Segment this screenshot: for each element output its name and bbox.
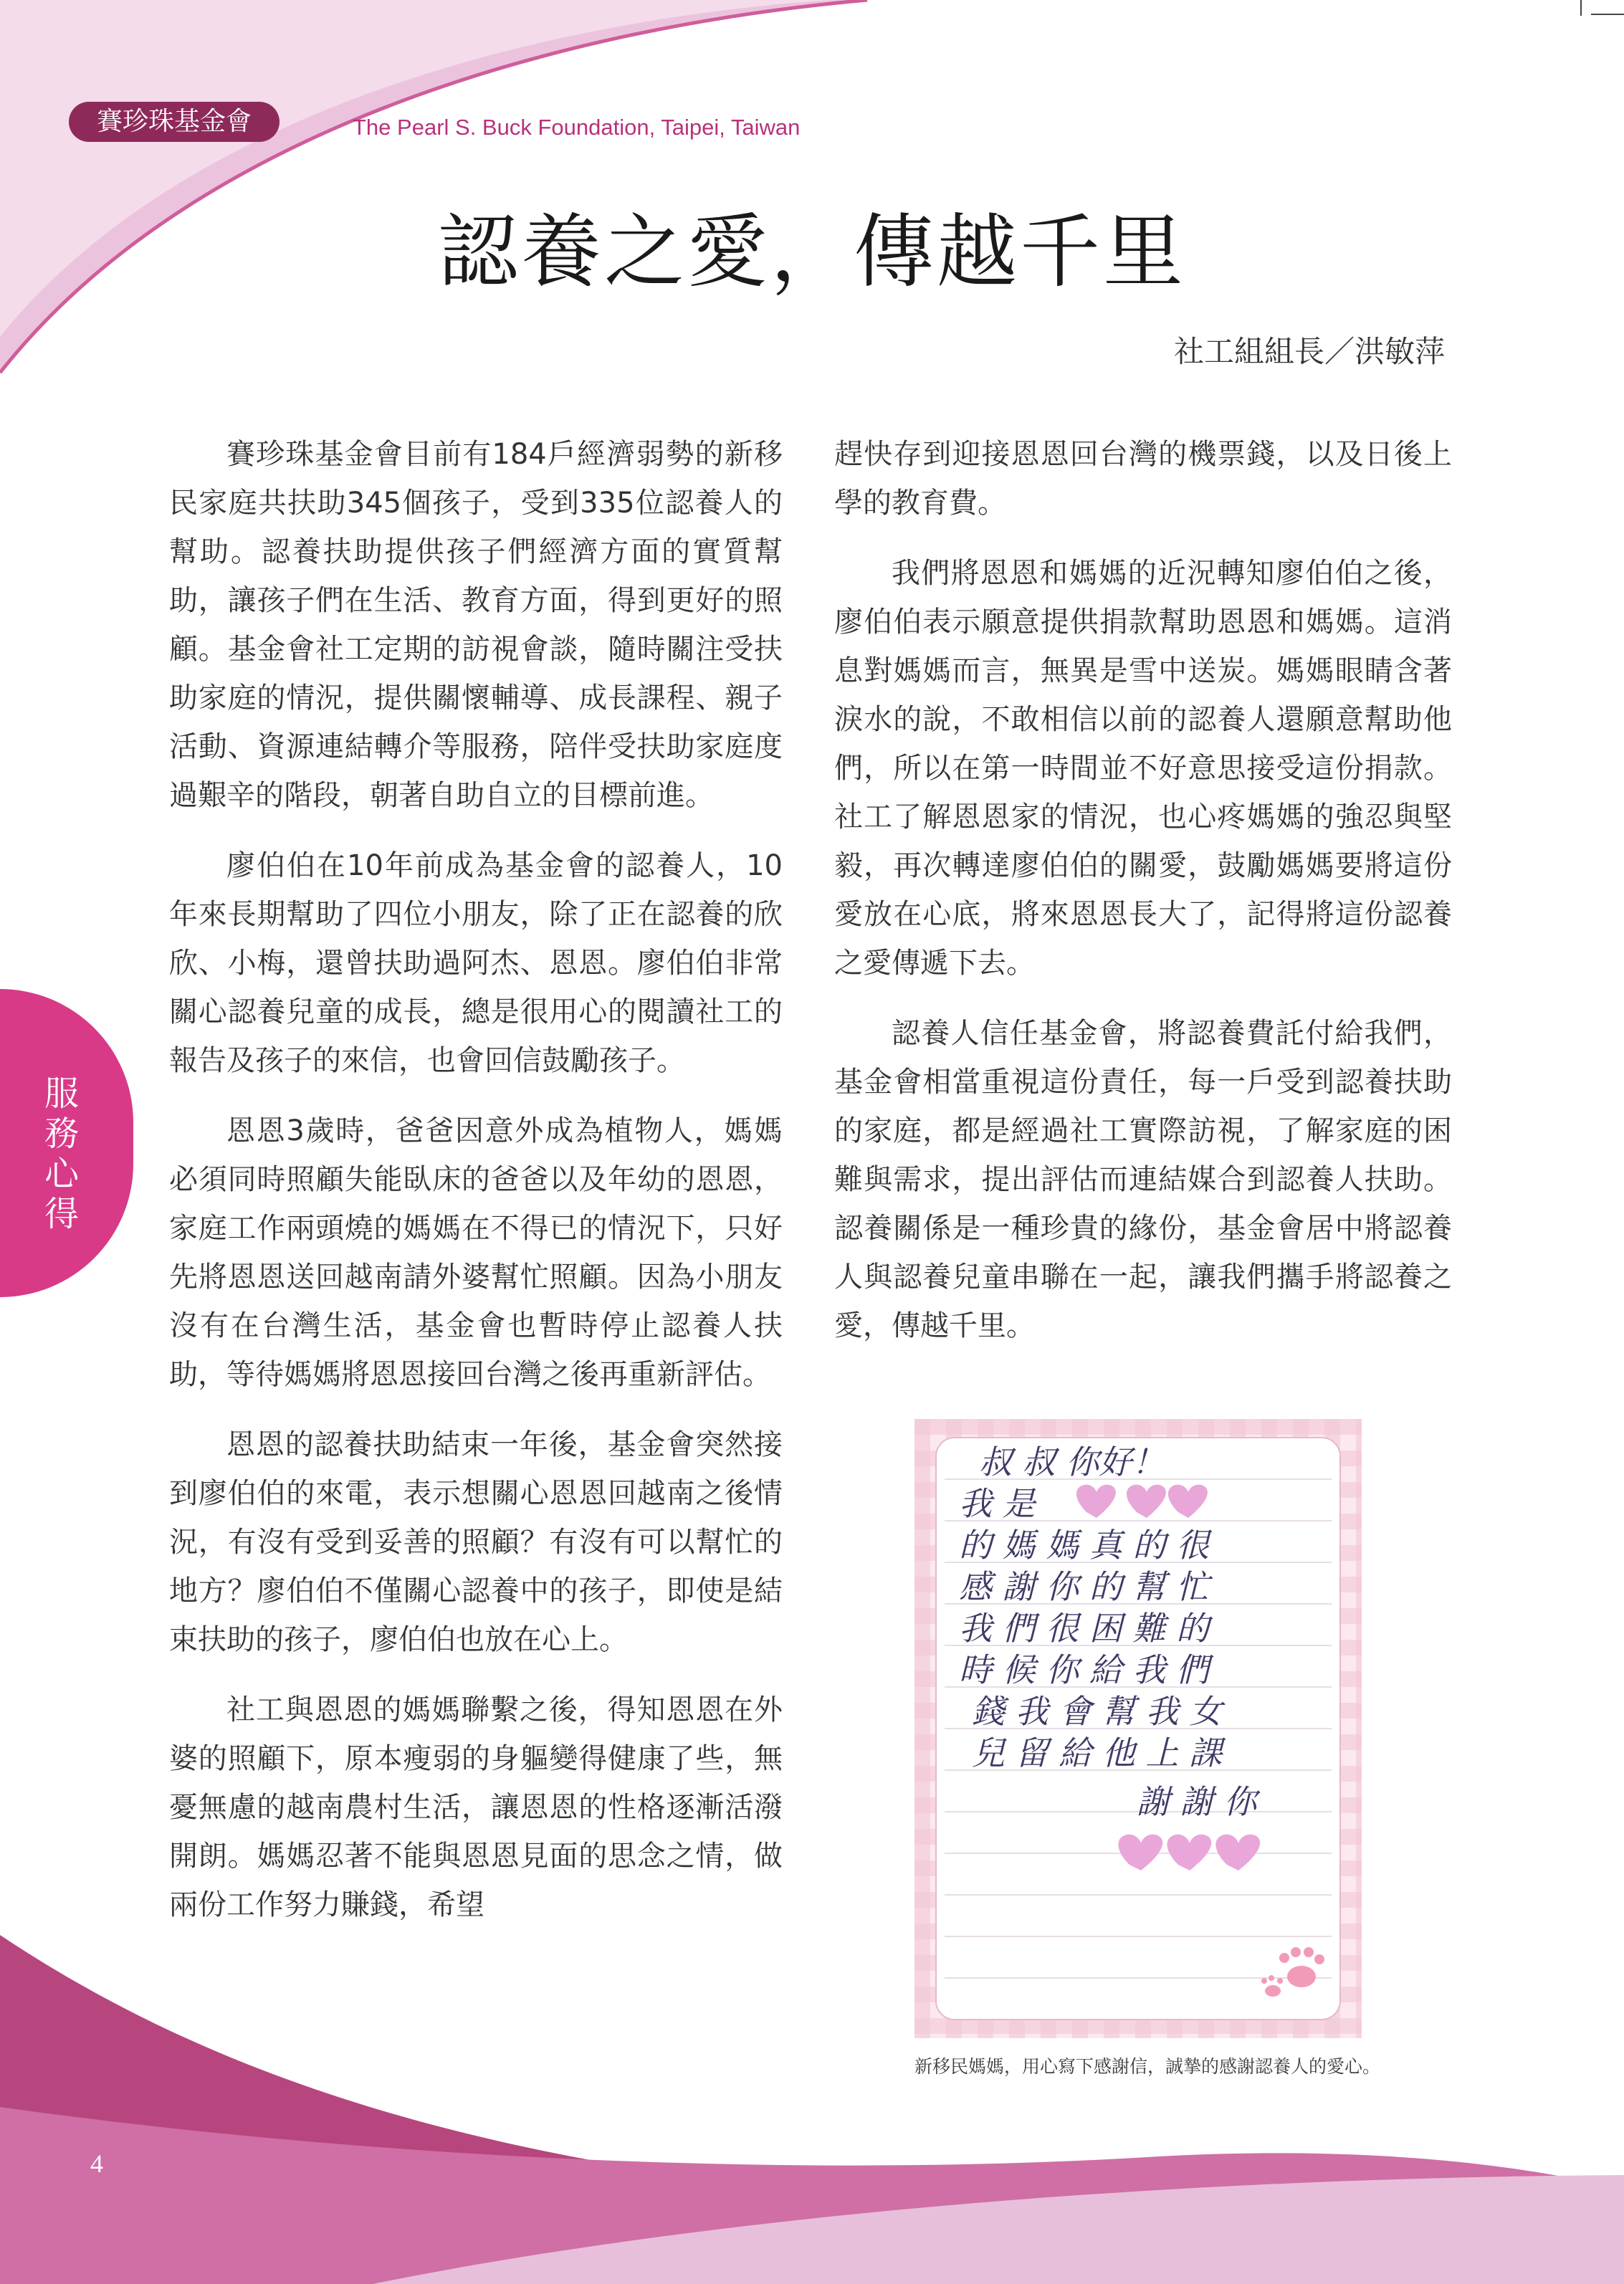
paragraph: 恩恩的認養扶助結束一年後，基金會突然接到廖伯伯的來電，表示想關心恩恩回越南之後情況，有沒有受到妥善的照顧？有沒有可以幫忙的地方？廖伯伯不僅關心認養中的孩子，即使是結束扶助的孩子，廖伯伯也放在心上。 (169, 1428, 783, 1656)
letter-line: 時 候 你 給 我 們 (959, 1650, 1210, 1689)
paragraph: 廖伯伯在10年前成為基金會的認養人，10年來長期幫助了四位小朋友，除了正在認養的欣欣、小梅，還曾扶助過阿杰、恩恩。廖伯伯非常關心認養兒童的成長，總是很用心的閱讀社工的報告及孩子的來信，也會回信鼓勵孩子。 (169, 849, 783, 1077)
paragraph: 認養人信任基金會，將認養費託付給我們，基金會相當重視這份責任，每一戶受到認養扶助的家庭，都是經過社工實際訪視，了解家庭的困難與需求，提出評估而連結媒合到認養人扶助。認養關係是一種珍貴的緣份，基金會居中將認養人與認養兒童串聯在一起，讓我們攜手將認養之愛，傳越千里。 (834, 1017, 1452, 1342)
right-column (834, 430, 1452, 1372)
article-title: 認養之愛，傳越千里 (438, 206, 1186, 299)
letter-line: 錢 我 會 幫 我 女 (972, 1692, 1223, 1731)
letter-line: 叔 叔 你好！ (979, 1443, 1165, 1481)
section-tab-label: 服務心得 (44, 1074, 79, 1234)
letter-line: 謝 謝 你 (1137, 1782, 1257, 1821)
letter-line: 兒 留 給 他 上 課 (972, 1734, 1223, 1772)
letter-line: 我 們 很 困 難 的 (959, 1609, 1210, 1648)
foundation-tagline: The Pearl S. Buck Foundation, Taipei, Taiwan (353, 115, 801, 140)
letter-caption: 新移民媽媽，用心寫下感謝信，誠摯的感謝認養人的愛心。 (914, 2056, 1381, 2077)
foundation-badge: 賽珍珠基金會 (69, 102, 280, 142)
paragraph: 社工與恩恩的媽媽聯繫之後，得知恩恩在外婆的照顧下，原本瘦弱的身軀變得健康了些，無憂無慮的越南農村生活，讓恩恩的性格逐漸活潑開朗。媽媽忍著不能與恩恩見面的思念之情，做兩份工作努力賺錢，希望 (169, 1693, 783, 1921)
left-column (169, 430, 783, 1951)
paragraph-continuation: 趕快存到迎接恩恩回台灣的機票錢，以及日後上學的教育費。 (834, 438, 1452, 520)
letter-line: 我 是 (959, 1484, 1036, 1523)
paragraph: 賽珍珠基金會目前有184戶經濟弱勢的新移民家庭共扶助345個孩子，受到335位認養人的幫助。認養扶助提供孩子們經濟方面的實質幫助，讓孩子們在生活、教育方面，得到更好的照顧。基金會社工定期的訪視會談，隨時關注受扶助家庭的情況，提供關懷輔導、成長課程、親子活動、資源連結轉介等服務，陪伴受扶助家庭度過艱辛的階段，朝著自助自立的目標前進。 (169, 438, 783, 812)
letter-line: 感 謝 你 的 幫 忙 (959, 1567, 1210, 1606)
paragraph: 我們將恩恩和媽媽的近況轉知廖伯伯之後，廖伯伯表示願意提供捐款幫助恩恩和媽媽。這消息對媽媽而言，無異是雪中送炭。媽媽眼睛含著淚水的說，不敢相信以前的認養人還願意幫助他們，所以在第一時間並不好意思接受這份捐款。社工了解恩恩家的情況，也心疼媽媽的強忍與堅毅，再次轉達廖伯伯的關愛，鼓勵媽媽要將這份愛放在心底，將來恩恩長大了，記得將這份認養之愛傳遞下去。 (834, 557, 1452, 980)
thank-you-letter-image (914, 1419, 1362, 2038)
letter-line: 的 媽 媽 真 的 很 (959, 1526, 1210, 1564)
paragraph: 恩恩3歲時，爸爸因意外成為植物人，媽媽必須同時照顧失能臥床的爸爸以及年幼的恩恩，家庭工作兩頭燒的媽媽在不得已的情況下，只好先將恩恩送回越南請外婆幫忙照顧。因為小朋友沒有在台灣生活，基金會也暫時停止認養人扶助，等待媽媽將恩恩接回台灣之後再重新評估。 (169, 1114, 783, 1391)
page-number: 4 (90, 2149, 103, 2178)
article-author: 社工組組長／洪敏萍 (1173, 334, 1445, 369)
